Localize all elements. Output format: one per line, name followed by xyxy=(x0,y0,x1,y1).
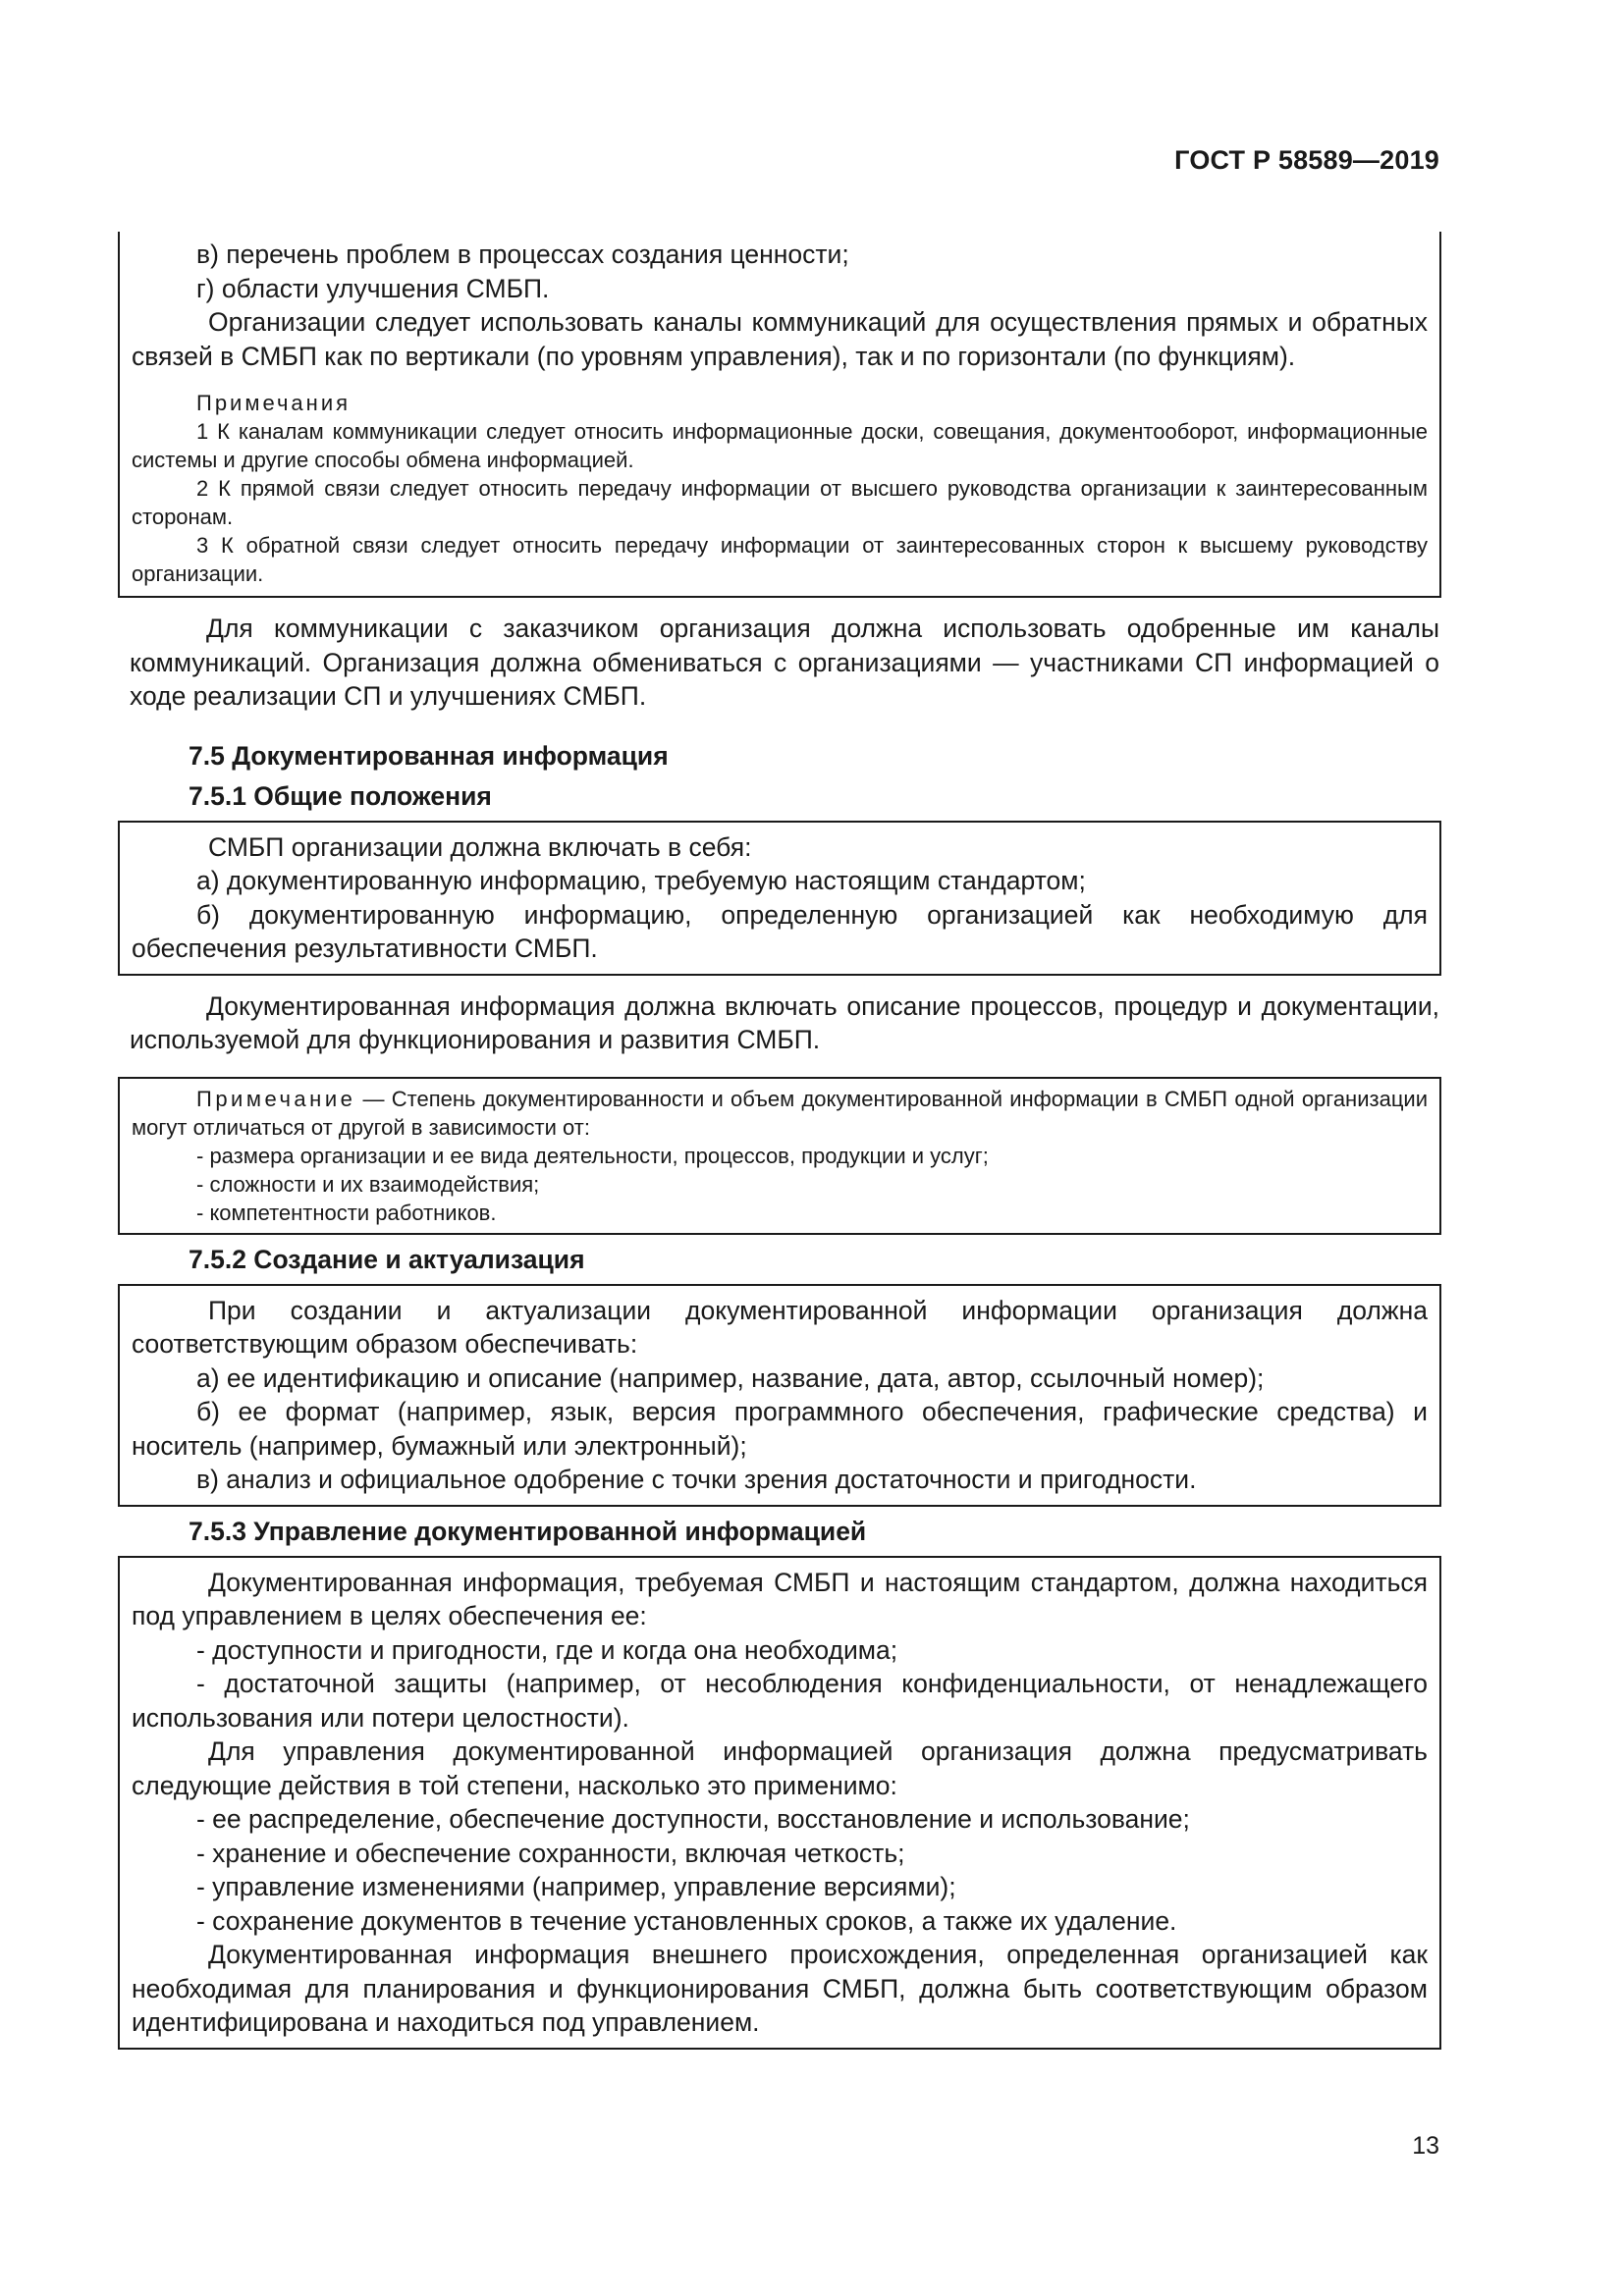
list-item: в) анализ и официальное одобрение с точки зрения достаточности и пригодности. xyxy=(196,1465,1197,1494)
note-label: Примечание xyxy=(196,1086,356,1111)
paragraph: Документированная информация внешнего происхождения, определенная организацией как необходимая для планирования и функционирования СМБП, должна быть соответствующим образом идентифицирована и находиться под управлением. xyxy=(132,1940,1428,2037)
paragraph: Организации следует использовать каналы коммуникаций для осуществления прямых и обратных связей в СМБП как по вертикали (по уровням управления), так и по горизонтали (по функциям). xyxy=(132,307,1428,371)
requirements-box-general xyxy=(118,821,1441,976)
standard-header: ГОСТ Р 58589—2019 xyxy=(1174,145,1439,175)
note-list-item: - компетентности работников. xyxy=(196,1200,497,1225)
notes-title: Примечания xyxy=(196,391,352,415)
note-text: — Степень документированности и объем документированной информации в СМБП одной организации могут отличаться от другой в зависимости от: xyxy=(132,1086,1428,1140)
list-item: - достаточной защиты (например, от несоблюдения конфиденциальности, от ненадлежащего использования или потери целостности). xyxy=(132,1669,1428,1733)
note-paragraph xyxy=(132,1085,1428,1142)
note-item: 3 К обратной связи следует относить передачу информации от заинтересованных сторон к высшему руководству организации. xyxy=(132,533,1428,586)
paragraph: Для управления документированной информацией организация должна предусматривать следующие действия в той степени, насколько это применимо: xyxy=(132,1736,1428,1800)
documentation-text xyxy=(118,989,1441,1057)
list-item: в) перечень проблем в процессах создания ценности; xyxy=(196,240,849,269)
note-item: 1 К каналам коммуникации следует относить информационные доски, совещания, документооборот, информационные системы и другие способы обмена информацией. xyxy=(132,419,1428,472)
note-list-item: - сложности и их взаимодействия; xyxy=(196,1171,540,1197)
note-list-item: - размера организации и ее вида деятельности, процессов, продукции и услуг; xyxy=(196,1143,989,1168)
list-item: а) документированную информацию, требуемую настоящим стандартом; xyxy=(196,866,1086,895)
list-item: б) ее формат (например, язык, версия программного обеспечения, графические средства) и носитель (например, бумажный или электронный); xyxy=(132,1397,1428,1461)
section-title-7-5-3: 7.5.3 Управление документированной информацией xyxy=(189,1516,867,1546)
section-title-7-5-2: 7.5.2 Создание и актуализация xyxy=(189,1244,585,1274)
paragraph: При создании и актуализации документированной информации организация должна соответствующим образом обеспечивать: xyxy=(132,1295,1428,1359)
list-item: - управление изменениями (например, управление версиями); xyxy=(196,1872,956,1901)
list-item: - доступности и пригодности, где и когда она необходима; xyxy=(196,1634,898,1665)
paragraph: Документированная информация, требуемая СМБП и настоящим стандартом, должна находиться под управлением в целях обеспечения ее: xyxy=(132,1567,1428,1630)
list-item: - хранение и обеспечение сохранности, включая четкость; xyxy=(196,1838,905,1868)
paragraph: СМБП организации должна включать в себя: xyxy=(208,831,752,862)
paragraph: Для коммуникации с заказчиком организация должна использовать одобренные им каналы коммуникаций. Организация должна обмениваться с организациями — участниками СП информацией о ходе реализации СП и улучшениях СМБП. xyxy=(130,614,1439,711)
note-box xyxy=(118,1077,1441,1235)
list-item: г) области улучшения СМБП. xyxy=(196,273,550,303)
customer-communication-text xyxy=(118,612,1441,714)
section-title-7-5-1: 7.5.1 Общие положения xyxy=(189,780,492,811)
page-number: 13 xyxy=(1412,2132,1439,2160)
requirements-box-communication xyxy=(118,232,1441,598)
list-item: б) документированную информацию, определенную организацией как необходимую для обеспечения результативности СМБП. xyxy=(132,899,1428,963)
paragraph: Документированная информация должна включать описание процессов, процедур и документации, используемой для функционирования и развития СМБП. xyxy=(130,990,1439,1054)
note-item: 2 К прямой связи следует относить передачу информации от высшего руководства организации к заинтересованным сторонам. xyxy=(132,476,1428,529)
requirements-box-control xyxy=(118,1556,1441,2050)
list-item: а) ее идентификацию и описание (например, название, дата, автор, ссылочный номер); xyxy=(196,1362,1265,1393)
notes-block xyxy=(132,389,1428,588)
page-content xyxy=(118,232,1441,2050)
list-item: - сохранение документов в течение установленных сроков, а также их удаление. xyxy=(196,1905,1177,1936)
list-item: - ее распределение, обеспечение доступности, восстановление и использование; xyxy=(196,1804,1190,1834)
section-title-7-5: 7.5 Документированная информация xyxy=(189,740,669,771)
requirements-box-creation xyxy=(118,1284,1441,1507)
